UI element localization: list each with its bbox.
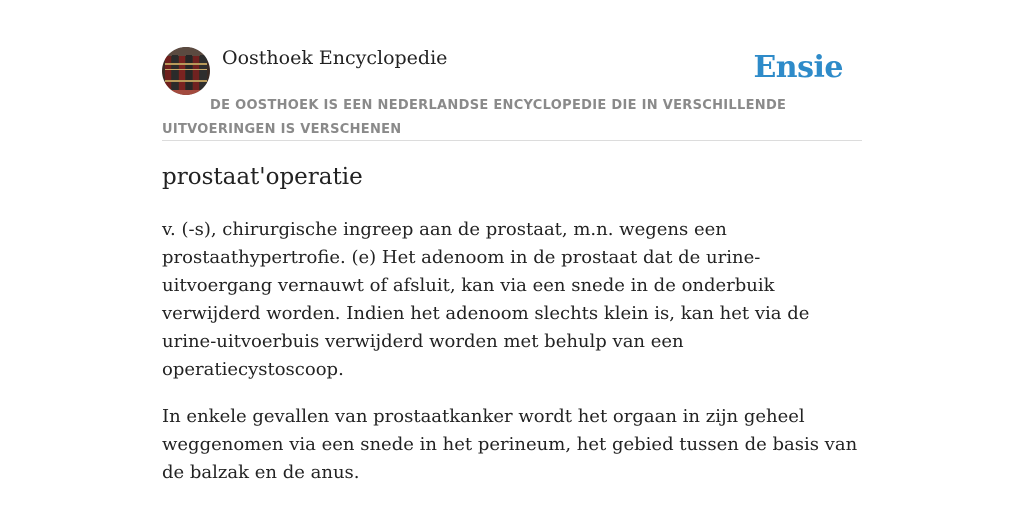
encyclopedia-books-icon[interactable] [162,47,210,95]
source-tagline: DE OOSTHOEK IS EEN NEDERLANDSE ENCYCLOPEDIE DIE IN VERSCHILLENDE UITVOERINGEN IS VERSCHENEN [162,98,787,137]
entry-paragraph: v. (-s), chirurgische ingreep aan de prostaat, m.n. wegens een prostaathypertrofie. (e) Het adenoom in de prostaat dat de urine-uitvoergang vernauwt of afsluit, kan via een snede in de onderbuik verwijderd worden. Indien het adenoom slechts klein is, kan het via de urine-uitvoerbuis verwijderd worden met behulp van een operatiecystoscoop. [162,219,810,380]
entry-title: prostaat'operatie [162,164,363,190]
entry-paragraph: In enkele gevallen van prostaatkanker wordt het orgaan in zijn geheel weggenomen via een snede in het perineum, het gebied tussen de basis van de balzak en de anus. [162,406,858,483]
brand-logo[interactable]: Ensie [753,50,843,85]
entry-body [162,216,867,506]
source-name[interactable]: Oosthoek Encyclopedie [222,47,448,69]
site-header [162,44,862,141]
